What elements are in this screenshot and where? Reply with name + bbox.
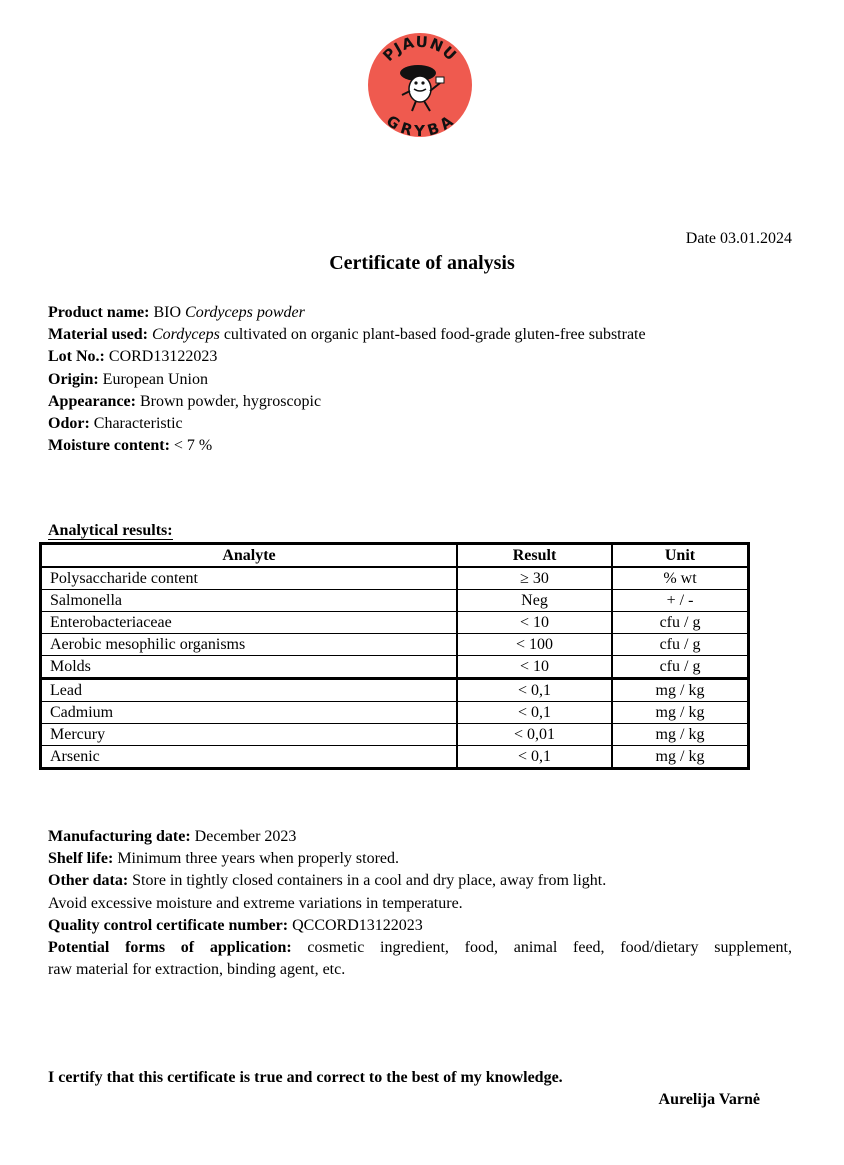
analyte-cell: Lead <box>41 679 458 702</box>
table-row <box>41 612 749 634</box>
result-cell: ≥ 30 <box>457 567 612 590</box>
appearance-value: Brown powder, hygroscopic <box>139 392 322 410</box>
odor-value: Characteristic <box>93 415 183 433</box>
table-row <box>41 679 749 702</box>
header-unit: Unit <box>612 544 749 568</box>
unit-cell: cfu / g <box>612 634 749 656</box>
table-row <box>41 634 749 656</box>
odor-line <box>48 413 646 435</box>
results-heading <box>48 522 173 540</box>
table-header-row <box>41 544 749 568</box>
signer-name: Aurelija Varnė <box>658 1091 760 1108</box>
svg-text:GRYBA: GRYBA <box>382 111 458 139</box>
odor-label: Odor: <box>48 415 90 433</box>
analyte-cell: Arsenic <box>41 746 458 769</box>
moisture-value: < 7 % <box>173 437 213 455</box>
svg-text:PJAUNU: PJAUNU <box>379 32 461 65</box>
application-forms-label: Potential forms of application: <box>48 939 292 957</box>
shelf-life-line <box>48 848 792 870</box>
application-forms-value: cosmetic ingredient, food, animal feed, food/dietary supplement, <box>307 939 793 957</box>
header-result: Result <box>457 544 612 568</box>
table-row <box>41 590 749 612</box>
other-data-line <box>48 870 792 892</box>
product-name-line <box>48 302 646 324</box>
result-cell: < 100 <box>457 634 612 656</box>
result-cell: < 0,01 <box>457 724 612 746</box>
additional-details <box>48 826 792 981</box>
lot-label: Lot No.: <box>48 348 105 366</box>
analyte-cell: Mercury <box>41 724 458 746</box>
unit-cell: + / - <box>612 590 749 612</box>
unit-cell: mg / kg <box>612 724 749 746</box>
material-line <box>48 324 646 346</box>
certification-statement: I certify that this certificate is true and correct to the best of my knowledge. <box>48 1069 563 1086</box>
lot-line <box>48 346 646 368</box>
shelf-life-value: Minimum three years when properly stored. <box>117 850 400 868</box>
brand-logo <box>366 31 474 139</box>
analyte-cell: Enterobacteriaceae <box>41 612 458 634</box>
origin-line <box>48 369 646 391</box>
moisture-label: Moisture content: <box>48 437 170 455</box>
result-cell: < 0,1 <box>457 746 612 769</box>
appearance-label: Appearance: <box>48 392 136 410</box>
unit-cell: % wt <box>612 567 749 590</box>
table-row <box>41 724 749 746</box>
analyte-cell: Salmonella <box>41 590 458 612</box>
table-row <box>41 656 749 679</box>
result-cell: < 0,1 <box>457 702 612 724</box>
moisture-line <box>48 435 646 457</box>
manufacturing-value: December 2023 <box>194 828 297 845</box>
analyte-cell: Molds <box>41 656 458 679</box>
result-cell: < 10 <box>457 656 612 679</box>
results-table <box>39 542 750 770</box>
manufacturing-label: Manufacturing date: <box>48 828 191 845</box>
qc-number-value: QCCORD13122023 <box>292 916 423 934</box>
other-data-label: Other data: <box>48 872 129 890</box>
table-row <box>41 567 749 590</box>
result-cell: Neg <box>457 590 612 612</box>
manufacturing-line <box>48 826 792 848</box>
material-label: Material used: <box>48 326 148 344</box>
application-forms-line-2: raw material for extraction, binding agent, etc. <box>48 961 346 979</box>
logo-emblem <box>366 31 474 139</box>
product-name-label: Product name: <box>48 304 150 321</box>
header-analyte: Analyte <box>41 544 458 568</box>
material-value: cultivated on organic plant-based food-grade gluten-free substrate <box>223 326 646 344</box>
analyte-cell: Aerobic mesophilic organisms <box>41 634 458 656</box>
table-row <box>41 746 749 769</box>
unit-cell: cfu / g <box>612 612 749 634</box>
origin-value: European Union <box>102 370 208 388</box>
unit-cell: mg / kg <box>612 679 749 702</box>
qc-number-label: Quality control certificate number: <box>48 916 289 934</box>
lot-value: CORD13122023 <box>108 348 218 366</box>
other-data-value: Store in tightly closed containers in a cool and dry place, away from light. <box>132 872 607 890</box>
product-name-prefix: BIO <box>153 304 182 321</box>
result-cell: < 10 <box>457 612 612 634</box>
table-row <box>41 702 749 724</box>
appearance-line <box>48 391 646 413</box>
unit-cell: mg / kg <box>612 702 749 724</box>
product-name-italic: Cordyceps powder <box>185 304 305 321</box>
other-data-line-2: Avoid excessive moisture and extreme variations in temperature. <box>48 894 463 912</box>
certificate-date: Date 03.01.2024 <box>685 230 792 247</box>
analyte-cell: Cadmium <box>41 702 458 724</box>
unit-cell: cfu / g <box>612 656 749 679</box>
qc-number-line <box>48 915 792 937</box>
analyte-cell: Polysaccharide content <box>41 567 458 590</box>
origin-label: Origin: <box>48 370 99 388</box>
results-heading-text: Analytical results: <box>48 522 173 539</box>
application-forms-line <box>48 937 792 959</box>
unit-cell: mg / kg <box>612 746 749 769</box>
page-title: Certificate of analysis <box>329 252 515 274</box>
material-italic: Cordyceps <box>151 326 220 344</box>
product-info <box>48 302 646 457</box>
shelf-life-label: Shelf life: <box>48 850 114 868</box>
result-cell: < 0,1 <box>457 679 612 702</box>
